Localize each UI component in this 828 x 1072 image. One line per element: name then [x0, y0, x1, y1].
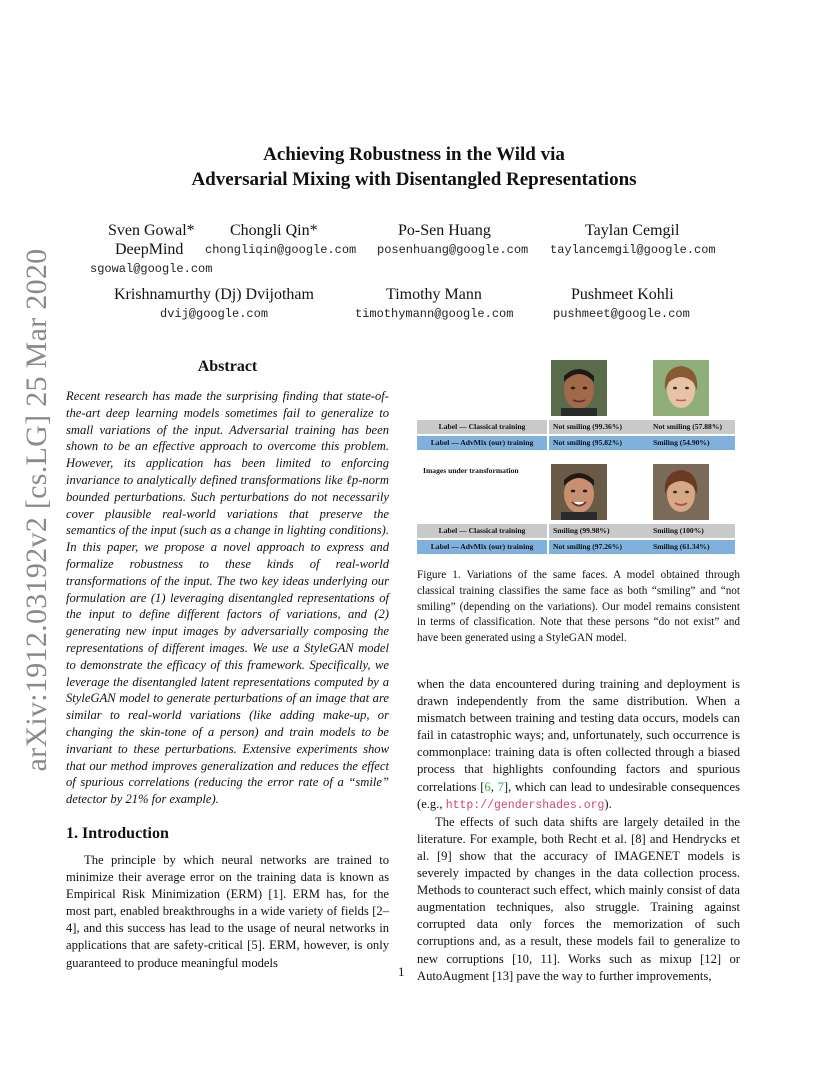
right-column-body: [417, 676, 740, 985]
author-3-name: Po-Sen Huang: [398, 222, 491, 239]
author-3-email: posenhuang@google.com: [377, 243, 529, 257]
author-4-email: taylancemgil@google.com: [550, 243, 716, 257]
prediction-cell: Smiling (61.34%): [649, 540, 735, 554]
face-image-1-original: [551, 360, 607, 416]
figure-row-top-classical: [417, 420, 734, 434]
right-paragraph-1: [417, 676, 740, 814]
author-5-name: Krishnamurthy (Dj) Dvijotham: [114, 286, 314, 303]
author-7-email: pushmeet@google.com: [553, 307, 690, 321]
face-image-2-original: [653, 360, 709, 416]
author-5-email: dvij@google.com: [160, 307, 269, 321]
author-1-affiliation: DeepMind: [115, 241, 184, 258]
text-run: ], which can lead to undesirable consequences (e.g.,: [417, 779, 741, 811]
author-6-name: Timothy Mann: [386, 286, 482, 303]
page-number: 1: [398, 964, 405, 979]
author-4-name: Taylan Cemgil: [585, 222, 680, 239]
figure-row-bottom-classical: [417, 524, 734, 538]
author-7-name: Pushmeet Kohli: [571, 286, 674, 303]
abstract-body: Recent research has made the surprising finding that state-of-the-art deep learning models sometimes fail to generalize to small variations of the input. Adversarial training has been shown to be an effective approach to overcome this problem. However, its application has been limited to enforcing invariance to analytically defined transformations like ℓp-norm bounded perturbations. Such perturbations do not necessarily cover plausible real-world variations that preserve the semantics of the input (such as a change in lighting conditions). In this paper, we propose a novel approach to express and formalize robustness to these kinds of real-world transformations of the input. The two key ideas underlying our formulation are (1) leveraging disentangled representations of the input to define different factors of variations, and (2) generating new input images by adversarially composing the representations of different images. We use a StyleGAN model to demonstrate the efficacy of this framework. Specifically, we leverage the disentangled latent representations computed by a StyleGAN model to generate perturbations of an image that are similar to real-world variations (like adding make-up, or changing the skin-tone of a person) and train models to be invariant to these perturbations. Extensive experiments show that our method improves generalization and reduces the effect of spurious correlations (reducing the error rate of a “smile” detector by 21% for example).: [66, 389, 389, 807]
arxiv-stamp: arXiv:1912.03192v2 [cs.LG] 25 Mar 2020: [20, 248, 53, 772]
figure-caption: Figure 1. Variations of the same faces. A model obtained through classical training classifies the same face as both “smiling” and “not smiling” (depending on the variations). Our model remains consistent in terms of classification. Note that these persons “do not exist” and have been generated using a StyleGAN model.: [417, 569, 740, 645]
prediction-cell: Smiling (99.98%): [549, 524, 651, 538]
prediction-cell: Not smiling (99.36%): [549, 420, 651, 434]
row-label: Label — AdvMix (our) training: [417, 540, 547, 554]
prediction-cell: Smiling (100%): [649, 524, 735, 538]
section-heading: 1. Introduction: [66, 825, 169, 842]
citation-link[interactable]: 7: [497, 779, 504, 794]
face-image-2-transformed: [653, 464, 709, 520]
title-line-2: Adversarial Mixing with Disentangled Representations: [191, 169, 637, 190]
face-image-1-transformed: [551, 464, 607, 520]
right-paragraph-2: The effects of such data shifts are largely detailed in the literature. For example, both Recht et al. [8] and Hendrycks et al. [9] show that the accuracy of IMAGENET models is severely impacted by changes in the data collection process. Methods to counteract such effect, which mainly consist of data augmentation techniques, also struggle. Training against corrupted data only forces the memorization of such corruptions and, as a result, these models fail to generalize to new corruptions [10, 11]. Works such as mixup [12] or AutoAugment [13] pave the way to further improvements,: [417, 814, 740, 983]
paper-title: [120, 142, 708, 192]
author-2-name: Chongli Qin*: [230, 222, 318, 239]
url-link[interactable]: http://gendershades.org: [445, 798, 605, 812]
row-label: Label — AdvMix (our) training: [417, 436, 547, 450]
intro-body: [66, 852, 389, 972]
row-label: Label — Classical training: [417, 524, 547, 538]
figure-row-bottom-advmix: [417, 540, 734, 554]
text-run: when the data encountered during training and deployment is drawn independently from the same distribution. When a mismatch between training and testing data occurs, models can fail in catastrophic ways; and, unfortunately, such occurrence is commonplace: training data is often collected through a biased process that highlights confounding factors and spurious correlations [: [417, 677, 740, 794]
prediction-cell: Not smiling (57.88%): [649, 420, 735, 434]
text-run: ,: [490, 779, 498, 794]
author-1-email: sgowal@google.com: [90, 262, 213, 276]
prediction-cell: Not smiling (97.26%): [549, 540, 651, 554]
abstract-heading: Abstract: [197, 358, 258, 375]
intro-paragraph: The principle by which neural networks are trained to minimize their average error on the training data is known as Empirical Risk Minimization (ERM) [1]. ERM has, for the most part, enabled breakthroughs in a wide variety of fields [2–4], and this success has lead to the usage of neural networks in applications that are safety-critical [5]. ERM, however, is only guaranteed to produce meaningful models: [66, 853, 389, 970]
prediction-cell: Smiling (54.90%): [649, 436, 735, 450]
figure-sub-label: Images under transformation: [423, 466, 519, 475]
citation-link[interactable]: 6: [484, 779, 491, 794]
prediction-cell: Not smiling (95.82%): [549, 436, 651, 450]
text-run: ).: [604, 796, 612, 811]
row-label: Label — Classical training: [417, 420, 547, 434]
author-2-email: chongliqin@google.com: [205, 243, 357, 257]
figure-row-top-advmix: [417, 436, 734, 450]
title-line-1: Achieving Robustness in the Wild via: [263, 144, 565, 165]
author-1-name: Sven Gowal*: [108, 222, 195, 239]
author-6-email: timothymann@google.com: [355, 307, 514, 321]
